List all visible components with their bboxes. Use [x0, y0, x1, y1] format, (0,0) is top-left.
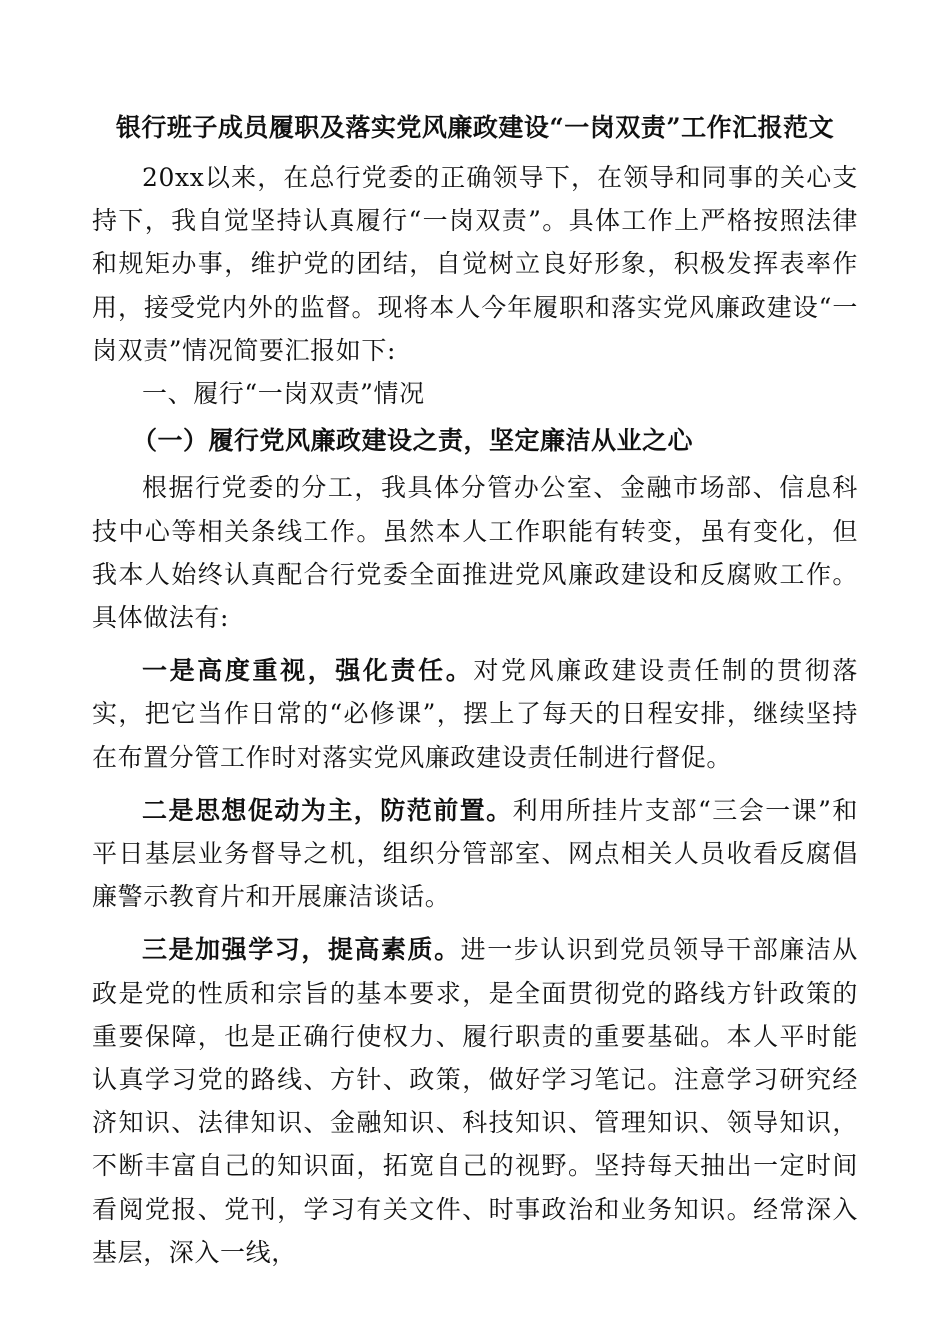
division-paragraph: 根据行党委的分工，我具体分管办公室、金融市场部、信息科技中心等相关条线工作。虽然本人工作职能有转变，虽有变化，但我本人始终认真配合行党委全面推进党风廉政建设和反腐败工作。具体做法有: — [92, 473, 858, 633]
document-title: 银行班子成员履职及落实党风廉政建设“一岗双责”工作汇报范文 — [115, 113, 835, 142]
intro-paragraph: 20xx以来，在总行党委的正确领导下，在领导和同事的关心支持下，我自觉坚持认真履行“一岗双责”。具体工作上严格按照法律和规矩办事，维护党的团结，自觉树立良好形象，积极发挥表率作用，接受党内外的监督。现将本人今年履职和落实党风廉政建设“一岗双责”情况简要汇报如下: — [92, 163, 858, 365]
item-1-paragraph — [92, 649, 858, 779]
item-2-paragraph — [92, 789, 858, 919]
item-1-lead: 一是高度重视，强化责任。 — [142, 656, 474, 686]
item-3-paragraph — [92, 928, 858, 1274]
item-3-lead: 三是加强学习，提高素质。 — [142, 935, 461, 965]
item-2-body: 利用所挂片支部“三会一课”和平日基层业务督导之机，组织分管部室、网点相关人员收看反腐倡廉警示教育片和开展廉洁谈话。 — [92, 795, 858, 912]
item-1-body: 对党风廉政建设责任制的贯彻落实，把它当作日常的“必修课”，摆上了每天的日程安排，继续坚持在布置分管工作时对落实党风廉政建设责任制进行督促。 — [92, 656, 858, 772]
section-heading-1: 一、履行“一岗双责”情况 — [142, 379, 425, 409]
subsection-heading-1: （一）履行党风廉政建设之责，坚定廉洁从业之心 — [132, 426, 694, 456]
item-2-lead: 二是思想促动为主，防范前置。 — [142, 795, 513, 825]
item-3-body: 进一步认识到党员领导干部廉洁从政是党的性质和宗旨的基本要求，是全面贯彻党的路线方针政策的重要保障，也是正确行使权力、履行职责的重要基础。本人平时能认真学习党的路线、方针、政策，做好学习笔记。注意学习研究经济知识、法律知识、金融知识、科技知识、管理知识、领导知识，不断丰富自己的知识面，拓宽自己的视野。坚持每天抽出一定时间看阅党报、党刊，学习有关文件、时事政治和业务知识。经常深入基层，深入一线， — [92, 935, 858, 1267]
